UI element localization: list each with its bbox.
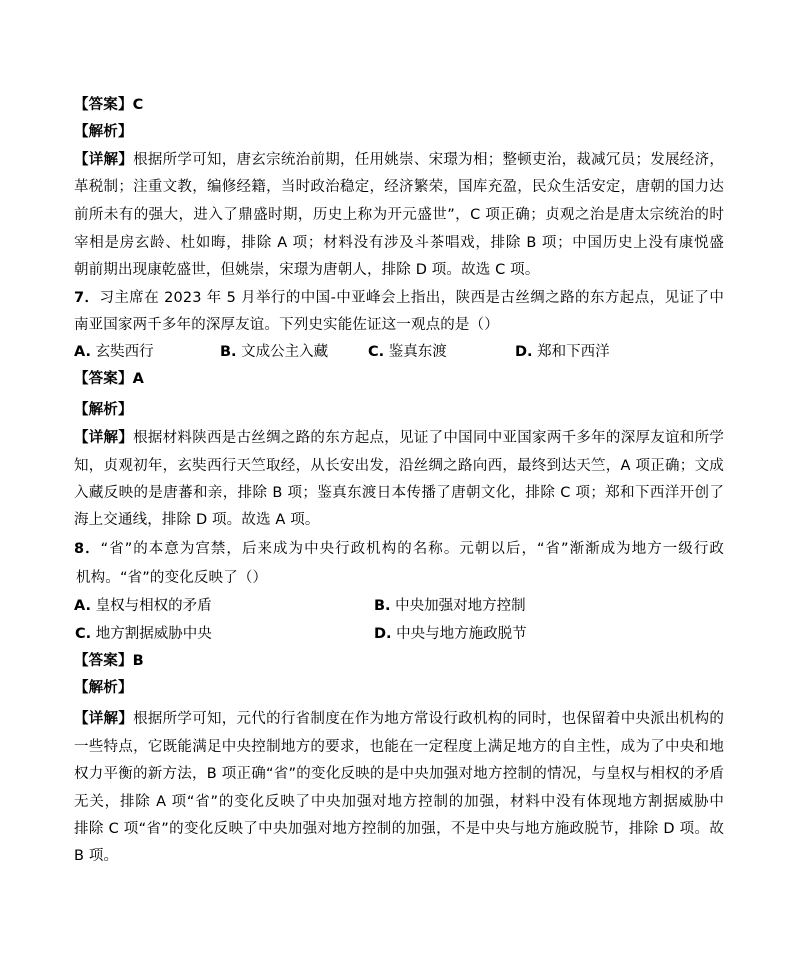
answer-label: 【答案】 xyxy=(74,653,133,669)
q8-option-b: B. 中央加强对地方控制 xyxy=(374,598,526,614)
q6-detail-line-3: 前所未有的强大，进入了鼎盛时期，历史上称为开元盛世”，C 项正确；贞观之治是唐太宗统治的时 xyxy=(74,207,724,223)
q8-option-c: C. 地方割据威胁中央 xyxy=(75,626,212,642)
answer-value: C xyxy=(132,97,144,113)
q8-detail-line-3: 权力平衡的新方法，B 项正确“省”的变化反映的是中央加强对地方控制的情况，与皇权与相权的矛盾 xyxy=(74,766,724,782)
q8-option-a: A. 皇权与相权的矛盾 xyxy=(74,598,212,614)
q7-option-c: C. 鉴真东渡 xyxy=(368,344,447,360)
q8-detail-line-4: 无关，排除 A 项“省”的变化反映了中央加强对地方控制的加强，材料中没有体现地方割据威胁中 xyxy=(74,794,724,810)
q7-option-b: B. 文成公主入藏 xyxy=(220,344,329,360)
q8-option-d: D. 中央与地方施政脱节 xyxy=(374,626,527,642)
q7-analysis-label: 【解析】 xyxy=(74,402,133,418)
answer-label: 【答案】 xyxy=(74,97,133,113)
q8-stem-line-1: 8．“省”的本意为宫禁，后来成为中央行政机构的名称。元朝以后，“省”渐渐成为地方一级行政 xyxy=(74,541,724,557)
q6-detail-line-1: 【详解】根据所学可知，唐玄宗统治前期，任用姚崇、宋璟为相；整顿吏治，裁减冗员；发展经济， xyxy=(74,152,724,168)
q8-detail-line-6: B 项。 xyxy=(74,848,119,864)
detail-label: 【详解】 xyxy=(74,711,134,727)
q6-analysis-label: 【解析】 xyxy=(74,124,133,140)
q7-detail-line-4: 海上交通线，排除 D 项。故选 A 项。 xyxy=(74,512,320,528)
q7-option-a: A. 玄奘西行 xyxy=(74,344,154,360)
detail-label: 【详解】 xyxy=(74,430,134,446)
question-number: 7． xyxy=(74,290,100,306)
answer-value: A xyxy=(132,371,144,387)
q8-detail-line-1: 【详解】根据所学可知，元代的行省制度在作为地方常设行政机构的同时，也保留着中央派出机构的 xyxy=(74,711,724,727)
q8-analysis-label: 【解析】 xyxy=(74,680,133,696)
q8-detail-line-2: 一些特点，它既能满足中央控制地方的要求，也能在一定程度上满足地方的自主性，成为了中央和地 xyxy=(74,739,724,755)
q7-option-d: D. 郑和下西洋 xyxy=(515,344,610,360)
q7-detail-line-3: 入藏反映的是唐蕃和亲，排除 B 项；鉴真东渡日本传播了唐朝文化，排除 C 项；郑和下西洋开创了 xyxy=(74,485,724,501)
q6-detail-line-5: 朝前期出现康乾盛世，但姚崇，宋璟为唐朝人，排除 D 项。故选 C 项。 xyxy=(74,262,540,278)
q7-detail-line-2: 知，贞观初年，玄奘西行天竺取经，从长安出发，沿丝绸之路向西，最终到达天竺，A 项正确；文成 xyxy=(74,458,724,474)
q8-answer-line xyxy=(74,651,724,671)
q6-detail-line-4: 宰相是房玄龄、杜如晦，排除 A 项；材料没有涉及斗茶唱戏，排除 B 项；中国历史上没有康悦盛 xyxy=(74,235,724,251)
q6-answer-line xyxy=(74,95,724,115)
answer-value: B xyxy=(132,653,144,669)
q7-detail-line-1: 【详解】根据材料陕西是古丝绸之路的东方起点，见证了中国同中亚国家两千多年的深厚友谊和所学 xyxy=(74,430,724,446)
q8-detail-line-5: 排除 C 项“省”的变化反映了中央加强对地方控制的加强，不是中央与地方施政脱节，排除 D 项。故 xyxy=(74,821,724,837)
q6-detail-line-2: 革税制；注重文教，编修经籍，当时政治稳定，经济繁荣，国库充盈，民众生活安定，唐朝的国力达 xyxy=(74,179,724,195)
q7-stem-line-1: 7．习主席在 2023 年 5 月举行的中国-中亚峰会上指出，陕西是古丝绸之路的东方起点，见证了中 xyxy=(74,290,724,306)
q7-answer-line xyxy=(74,369,724,389)
detail-label: 【详解】 xyxy=(74,152,134,168)
q7-stem-line-2: 南亚国家两千多年的深厚友谊。下列史实能佐证这一观点的是（） xyxy=(74,317,499,333)
question-number: 8． xyxy=(74,541,101,557)
answer-label: 【答案】 xyxy=(74,371,133,387)
q8-stem-line-2: 机构。“省”的变化反映了（） xyxy=(76,570,268,586)
